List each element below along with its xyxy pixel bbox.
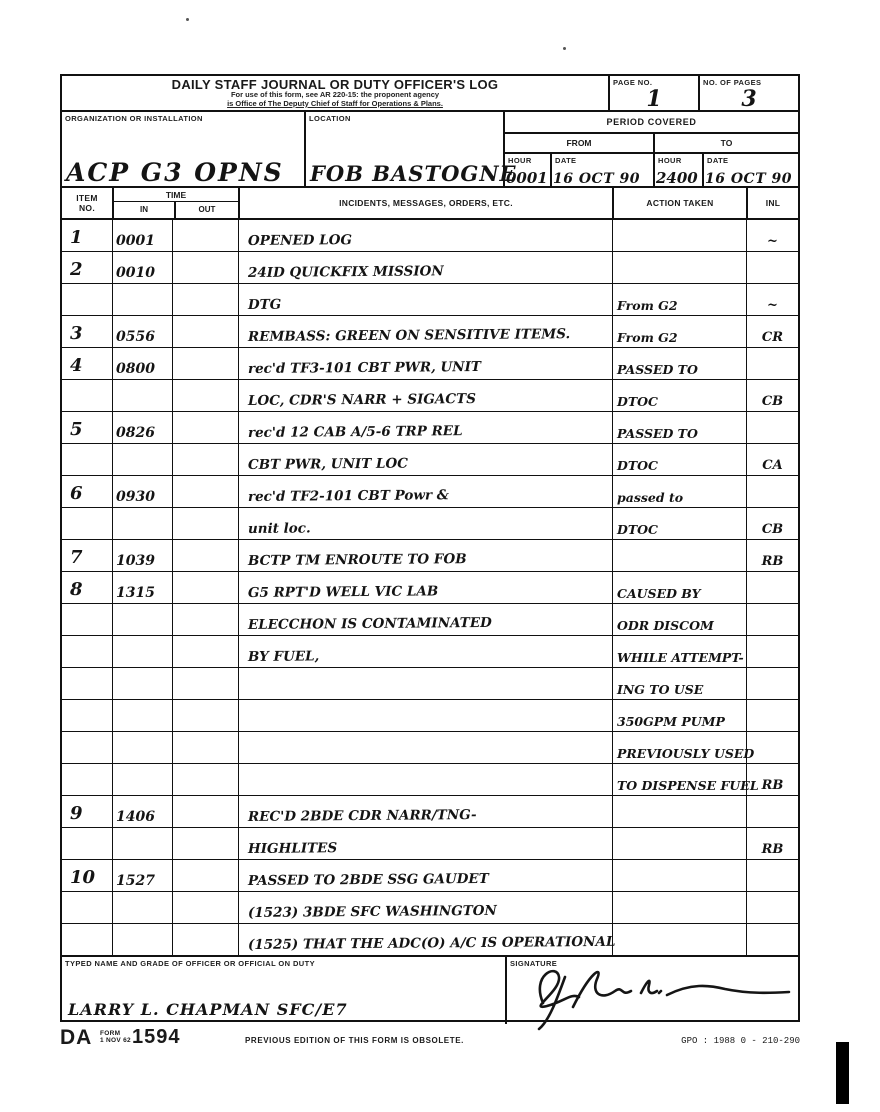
from-label: FROM xyxy=(566,138,592,148)
cell-text: PASSED TO xyxy=(617,425,698,441)
table-row xyxy=(62,700,798,732)
cell-text: 0930 xyxy=(116,489,155,505)
cell-text: RB xyxy=(761,842,784,857)
cell-text: 6 xyxy=(70,483,83,504)
form-subtitle-line1: For use of this form, see AR 220-15: the proponent agency xyxy=(230,90,440,99)
cell-item xyxy=(62,540,112,571)
cell-inl xyxy=(746,636,798,667)
cell-incident xyxy=(238,476,612,507)
cell-item xyxy=(62,476,112,507)
cell-time-out xyxy=(172,476,238,507)
location-label: LOCATION xyxy=(309,114,351,123)
table-row xyxy=(62,412,798,444)
cell-item xyxy=(62,252,112,283)
to-date-box xyxy=(702,154,798,188)
cell-item xyxy=(62,828,112,859)
cell-time-out xyxy=(172,348,238,379)
cell-text: ~ xyxy=(767,234,778,249)
page-no-value: 1 xyxy=(646,86,662,112)
cell-action xyxy=(612,572,746,603)
scan-speck xyxy=(563,47,566,50)
cell-item xyxy=(62,284,112,315)
from-date-value: 16 OCT 90 xyxy=(553,171,640,187)
cell-text: CB xyxy=(761,394,784,409)
cell-item xyxy=(62,636,112,667)
to-date-value: 16 OCT 90 xyxy=(705,171,792,187)
cell-text: (1523) 3BDE SFC WASHINGTON xyxy=(247,902,497,921)
cell-time-in xyxy=(112,732,172,763)
table-row xyxy=(62,348,798,380)
cell-item xyxy=(62,604,112,635)
cell-text: BY FUEL, xyxy=(247,647,320,665)
cell-text: TO DISPENSE FUEL xyxy=(617,777,759,793)
cell-action xyxy=(612,476,746,507)
cell-text: REMBASS: GREEN ON SENSITIVE ITEMS. xyxy=(247,325,571,345)
cell-time-out xyxy=(172,412,238,443)
no-of-pages-label: NO. OF PAGES xyxy=(703,78,762,87)
cell-incident xyxy=(238,924,616,955)
cell-text: 0010 xyxy=(116,265,155,281)
period-from-to-row xyxy=(505,134,798,154)
no-of-pages-value: 3 xyxy=(741,86,757,112)
cell-incident xyxy=(238,508,612,539)
cell-incident xyxy=(238,732,612,763)
cell-incident xyxy=(238,700,612,731)
date-label: DATE xyxy=(707,156,729,165)
cell-text: 2 xyxy=(70,259,83,280)
cell-time-out xyxy=(172,924,238,955)
cell-item xyxy=(62,412,112,443)
table-row xyxy=(62,252,798,284)
cell-text: LOC, CDR'S NARR + SIGACTS xyxy=(247,390,476,409)
cell-time-out xyxy=(172,828,238,859)
cell-text: rec'd 12 CAB A/5-6 TRP REL xyxy=(247,422,463,441)
cell-action xyxy=(612,796,746,827)
cell-inl xyxy=(746,380,798,411)
log-table-body xyxy=(62,220,798,956)
scan-speck xyxy=(186,18,189,21)
cell-text: REC'D 2BDE CDR NARR/TNG- xyxy=(247,806,477,825)
cell-text: PREVIOUSLY USED xyxy=(617,745,755,761)
cell-item xyxy=(62,860,112,891)
cell-text: 1406 xyxy=(116,809,155,825)
cell-inl xyxy=(746,572,798,603)
header-item-line2: NO. xyxy=(78,203,95,213)
cell-text: 3 xyxy=(70,323,83,344)
cell-text: ODR DISCOM xyxy=(617,617,714,633)
cell-item xyxy=(62,700,112,731)
cell-text: CB xyxy=(761,522,784,537)
cell-time-out xyxy=(172,796,238,827)
header-time-label: TIME xyxy=(114,188,238,202)
title-block xyxy=(62,76,608,110)
cell-action xyxy=(612,316,746,347)
signature-band xyxy=(62,956,798,1024)
cell-incident xyxy=(238,252,612,283)
cell-text: WHILE ATTEMPT- xyxy=(617,649,744,665)
cell-incident xyxy=(238,572,612,603)
cell-item xyxy=(62,444,112,475)
cell-text: HIGHLITES xyxy=(247,839,338,857)
cell-inl xyxy=(746,508,798,539)
form-header-band xyxy=(62,76,798,112)
da-prefix: DA xyxy=(60,1026,93,1049)
cell-time-in xyxy=(112,860,172,891)
cell-inl xyxy=(746,604,798,635)
header-in-out xyxy=(114,202,238,218)
cell-text: 1527 xyxy=(116,873,155,889)
cell-text: DTOC xyxy=(617,521,658,537)
cell-inl xyxy=(746,412,798,443)
cell-item xyxy=(62,380,112,411)
cell-inl xyxy=(746,764,798,795)
cell-time-in xyxy=(112,412,172,443)
cell-time-out xyxy=(172,700,238,731)
organization-value: ACP G3 OPNS xyxy=(66,158,284,187)
table-row xyxy=(62,316,798,348)
cell-time-in xyxy=(112,540,172,571)
signature-label: SIGNATURE xyxy=(510,959,558,968)
cell-inl xyxy=(746,732,798,763)
from-hour-value: 0001 xyxy=(506,169,548,187)
cell-action xyxy=(612,892,746,923)
table-row xyxy=(62,796,798,828)
cell-time-out xyxy=(172,636,238,667)
cell-time-in xyxy=(112,828,172,859)
cell-text: DTOC xyxy=(617,393,658,409)
cell-action xyxy=(612,444,746,475)
cell-time-in xyxy=(112,380,172,411)
cell-text: 4 xyxy=(70,355,83,376)
header-action-taken: ACTION TAKEN xyxy=(612,188,746,218)
cell-incident xyxy=(238,796,612,827)
cell-item xyxy=(62,316,112,347)
cell-action xyxy=(612,700,746,731)
cell-inl xyxy=(746,444,798,475)
cell-text: RB xyxy=(761,778,784,793)
gpo-note: GPO : 1988 0 - 210-290 xyxy=(681,1036,800,1046)
period-covered-box xyxy=(503,112,798,188)
organization-label: ORGANIZATION OR INSTALLATION xyxy=(65,114,203,123)
signature-scrawl xyxy=(513,959,801,1031)
table-row xyxy=(62,604,798,636)
cell-incident xyxy=(238,860,612,891)
cell-time-out xyxy=(172,284,238,315)
cell-time-in xyxy=(112,316,172,347)
cell-incident xyxy=(238,668,612,699)
hour-label: HOUR xyxy=(508,156,532,165)
cell-incident xyxy=(238,444,612,475)
period-covered-label: PERIOD COVERED xyxy=(505,112,798,134)
cell-action xyxy=(612,508,746,539)
cell-action xyxy=(612,220,746,251)
cell-text: CA xyxy=(762,458,783,473)
cell-time-in xyxy=(112,444,172,475)
scan-artifact-bar xyxy=(836,1042,849,1104)
cell-text: BCTP TM ENROUTE TO FOB xyxy=(247,550,467,569)
cell-inl xyxy=(746,860,798,891)
table-row xyxy=(62,732,798,764)
table-row xyxy=(62,828,798,860)
cell-action xyxy=(612,668,746,699)
cell-action xyxy=(612,860,746,891)
organization-box xyxy=(62,112,304,188)
cell-item xyxy=(62,796,112,827)
cell-text: From G2 xyxy=(617,297,678,313)
cell-text: (1525) THAT THE ADC(O) A/C IS OPERATIONAL xyxy=(247,933,616,953)
cell-time-in xyxy=(112,764,172,795)
cell-time-out xyxy=(172,604,238,635)
cell-incident xyxy=(238,636,612,667)
cell-text: ELECCHON IS CONTAMINATED xyxy=(247,614,492,633)
cell-inl xyxy=(746,924,798,955)
cell-incident xyxy=(238,828,612,859)
table-row xyxy=(62,540,798,572)
cell-incident xyxy=(238,220,612,251)
da-form-word: FORM xyxy=(100,1030,121,1037)
table-row xyxy=(62,860,798,892)
cell-inl xyxy=(746,892,798,923)
cell-time-in xyxy=(112,284,172,315)
cell-text: 9 xyxy=(70,803,83,824)
typed-name-box xyxy=(62,957,505,1024)
cell-text: passed to xyxy=(617,489,684,505)
cell-time-in xyxy=(112,700,172,731)
cell-text: ING TO USE xyxy=(617,681,704,697)
cell-item xyxy=(62,732,112,763)
to-hour-box xyxy=(653,154,702,188)
cell-text: ~ xyxy=(767,298,778,313)
table-row xyxy=(62,284,798,316)
table-row xyxy=(62,380,798,412)
cell-action xyxy=(612,284,746,315)
table-row xyxy=(62,572,798,604)
da-form-edition xyxy=(100,1030,131,1044)
cell-text: CBT PWR, UNIT LOC xyxy=(247,455,409,473)
table-row xyxy=(62,892,798,924)
da-form-number: 1594 xyxy=(132,1026,181,1048)
header-in-label: IN xyxy=(140,205,148,214)
cell-item xyxy=(62,220,112,251)
cell-item xyxy=(62,668,112,699)
typed-name-label: TYPED NAME AND GRADE OF OFFICER OR OFFICIAL ON DUTY xyxy=(65,959,315,968)
header-time xyxy=(112,188,238,218)
cell-text: 0800 xyxy=(116,361,155,377)
date-label: DATE xyxy=(555,156,577,165)
form-title: DAILY STAFF JOURNAL OR DUTY OFFICER'S LOG xyxy=(171,77,499,92)
cell-time-out xyxy=(172,252,238,283)
cell-action xyxy=(612,412,746,443)
cell-action xyxy=(612,540,746,571)
cell-item xyxy=(62,572,112,603)
cell-text: CR xyxy=(761,330,784,345)
cell-inl xyxy=(746,700,798,731)
cell-text: DTOC xyxy=(617,457,658,473)
cell-text: 24ID QUICKFIX MISSION xyxy=(247,262,444,281)
cell-inl xyxy=(746,316,798,347)
cell-inl xyxy=(746,220,798,251)
cell-time-in xyxy=(112,668,172,699)
cell-text: 0556 xyxy=(116,329,155,345)
cell-text: From G2 xyxy=(617,329,678,345)
table-row xyxy=(62,636,798,668)
cell-text: 5 xyxy=(70,419,83,440)
info-band xyxy=(62,112,798,188)
column-header-band xyxy=(62,188,798,220)
cell-item xyxy=(62,508,112,539)
table-row xyxy=(62,476,798,508)
cell-action xyxy=(612,252,746,283)
cell-item xyxy=(62,348,112,379)
cell-item xyxy=(62,764,112,795)
cell-action xyxy=(612,604,746,635)
cell-text: OPENED LOG xyxy=(247,231,353,249)
cell-time-out xyxy=(172,540,238,571)
header-inl: INL xyxy=(746,188,798,218)
cell-action xyxy=(612,828,746,859)
cell-incident xyxy=(238,348,612,379)
to-hour-value: 2400 xyxy=(656,169,698,187)
cell-text: 7 xyxy=(70,547,83,568)
table-row xyxy=(62,924,798,956)
page-no-label: PAGE NO. xyxy=(613,78,653,87)
typed-name-value: LARRY L. CHAPMAN SFC/E7 xyxy=(68,1000,348,1019)
cell-inl xyxy=(746,828,798,859)
no-of-pages-box xyxy=(698,76,798,110)
da-form-1594 xyxy=(60,74,800,1022)
cell-inl xyxy=(746,476,798,507)
cell-time-out xyxy=(172,732,238,763)
cell-time-in xyxy=(112,508,172,539)
cell-inl xyxy=(746,252,798,283)
table-row xyxy=(62,764,798,796)
cell-inl xyxy=(746,348,798,379)
cell-time-in xyxy=(112,924,172,955)
cell-text: CAUSED BY xyxy=(617,585,701,601)
cell-time-out xyxy=(172,892,238,923)
cell-text: PASSED TO xyxy=(617,361,698,377)
obsolete-note: PREVIOUS EDITION OF THIS FORM IS OBSOLETE. xyxy=(245,1036,464,1045)
cell-time-in xyxy=(112,348,172,379)
cell-text: 350GPM PUMP xyxy=(617,713,725,729)
cell-time-in xyxy=(112,572,172,603)
period-values-row xyxy=(505,154,798,188)
cell-text: 1039 xyxy=(116,553,155,569)
cell-action xyxy=(612,348,746,379)
signature-box xyxy=(505,957,798,1024)
cell-text: rec'd TF2-101 CBT Powr & xyxy=(247,486,450,505)
cell-action xyxy=(612,732,755,763)
cell-time-in xyxy=(112,636,172,667)
header-out-label: OUT xyxy=(174,202,238,218)
cell-text: rec'd TF3-101 CBT PWR, UNIT xyxy=(247,358,482,377)
page-no-box xyxy=(608,76,698,110)
cell-incident xyxy=(238,284,612,315)
cell-inl xyxy=(746,796,798,827)
cell-text: 1 xyxy=(70,227,83,248)
cell-time-in xyxy=(112,796,172,827)
cell-time-in xyxy=(112,476,172,507)
cell-time-in xyxy=(112,892,172,923)
cell-text: 1315 xyxy=(116,585,155,601)
to-label: TO xyxy=(653,134,798,152)
header-item-no xyxy=(62,188,112,218)
location-box xyxy=(304,112,517,188)
cell-text: 0001 xyxy=(116,233,155,249)
cell-item xyxy=(62,892,112,923)
table-row xyxy=(62,444,798,476)
form-subtitle-line2: is Office of The Deputy Chief of Staff for Operations & Plans. xyxy=(227,98,443,108)
from-hour-box xyxy=(505,154,550,188)
cell-time-in xyxy=(112,220,172,251)
table-row xyxy=(62,220,798,252)
cell-incident xyxy=(238,604,612,635)
da-form-date: 1 NOV 62 xyxy=(100,1037,131,1044)
cell-time-out xyxy=(172,380,238,411)
cell-time-out xyxy=(172,860,238,891)
cell-action xyxy=(612,380,746,411)
cell-incident xyxy=(238,892,612,923)
header-incidents: INCIDENTS, MESSAGES, ORDERS, ETC. xyxy=(238,188,612,218)
cell-action xyxy=(612,636,746,667)
cell-text: PASSED TO 2BDE SSG GAUDET xyxy=(247,870,489,889)
cell-inl xyxy=(746,668,798,699)
cell-text: unit loc. xyxy=(247,519,311,537)
cell-text: 0826 xyxy=(116,425,155,441)
cell-text: 8 xyxy=(70,579,83,600)
cell-incident xyxy=(238,540,612,571)
cell-incident xyxy=(238,380,612,411)
cell-incident xyxy=(238,316,612,347)
cell-inl xyxy=(746,540,798,571)
cell-text: RB xyxy=(761,554,784,569)
cell-item xyxy=(62,924,112,955)
cell-time-out xyxy=(172,764,238,795)
cell-time-out xyxy=(172,316,238,347)
from-date-box xyxy=(550,154,653,188)
table-row xyxy=(62,668,798,700)
header-item-line1: ITEM xyxy=(76,193,98,203)
hour-label: HOUR xyxy=(658,156,682,165)
cell-inl xyxy=(746,284,798,315)
cell-text: G5 RPT'D WELL VIC LAB xyxy=(247,582,439,601)
cell-incident xyxy=(238,764,612,795)
form-footer-line xyxy=(60,1026,800,1056)
cell-text: 10 xyxy=(70,867,96,888)
table-row xyxy=(62,508,798,540)
cell-text: DTG xyxy=(247,296,282,313)
cell-incident xyxy=(238,412,612,443)
cell-time-in xyxy=(112,604,172,635)
cell-time-in xyxy=(112,252,172,283)
cell-action xyxy=(612,764,759,795)
cell-time-out xyxy=(172,508,238,539)
cell-action xyxy=(612,924,746,955)
cell-time-out xyxy=(172,444,238,475)
location-value: FOB BASTOGNE xyxy=(310,161,517,186)
cell-time-out xyxy=(172,572,238,603)
cell-time-out xyxy=(172,668,238,699)
cell-time-out xyxy=(172,220,238,251)
